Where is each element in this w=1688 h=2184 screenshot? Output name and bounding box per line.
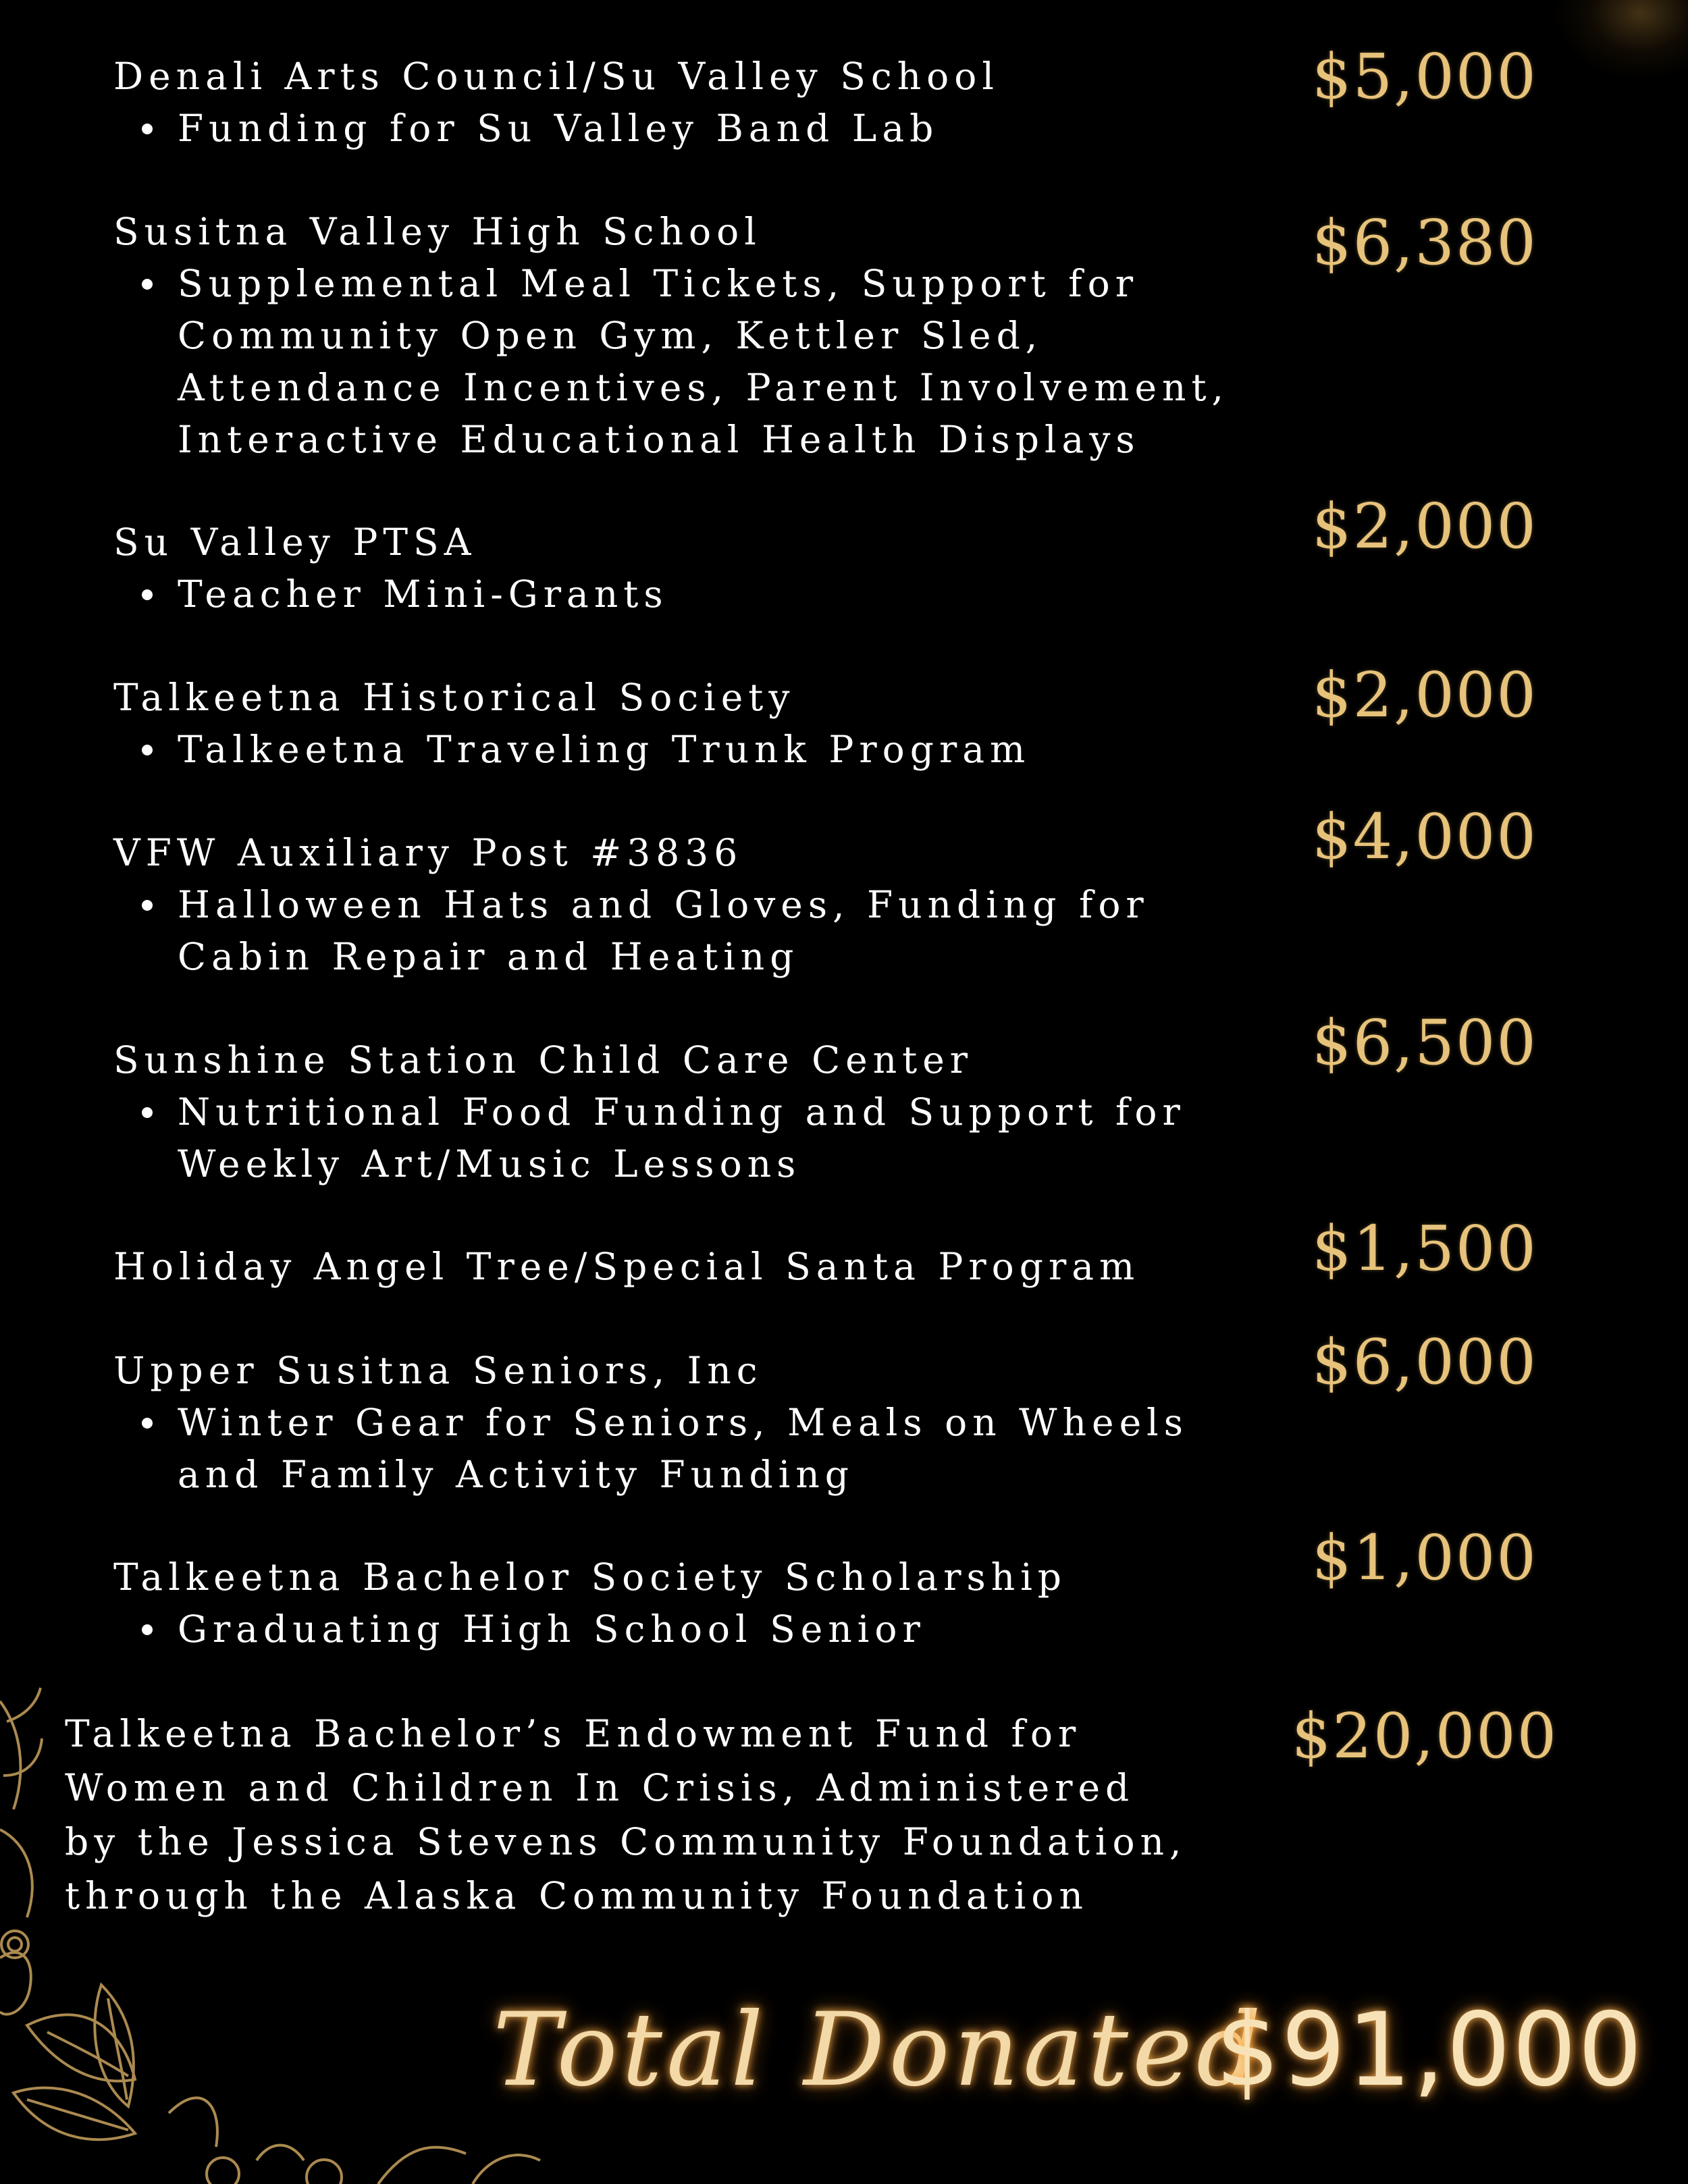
bullet-icon [142, 279, 153, 290]
organization-name: Denali Arts Council/Su Valley School [113, 55, 999, 98]
bullet-icon [142, 1624, 153, 1635]
donation-amount: $6,500 [1312, 1007, 1537, 1079]
detail-list [113, 103, 1261, 155]
donation-amount: $4,000 [1312, 801, 1537, 873]
total-donated-amount: $91,000 [1215, 1992, 1644, 2109]
detail-text: Talkeetna Traveling Trunk Program [178, 728, 1031, 771]
donation-amount: $5,000 [1312, 41, 1537, 113]
organization-name: Su Valley PTSA [113, 521, 477, 564]
detail-item [178, 103, 1261, 155]
detail-item [178, 1397, 1258, 1501]
endowment-amount: $20,000 [1291, 1700, 1558, 1772]
organization-name: Upper Susitna Seniors, Inc [113, 1349, 763, 1392]
detail-item [178, 1086, 1231, 1190]
bullet-icon [142, 900, 153, 911]
detail-list [113, 879, 1261, 983]
detail-list [113, 1397, 1261, 1501]
detail-item [178, 879, 1258, 983]
detail-text: Nutritional Food Funding and Support for Weekly Art/Music Lessons [178, 1090, 1186, 1186]
donation-entry [113, 672, 1261, 776]
detail-text: Supplemental Meal Tickets, Support for Community Open Gym, Kettler Sled, Attendance Incentives, Parent Involvement, Interactive Educational Health Displays [178, 262, 1230, 461]
corner-glow [1553, 0, 1688, 81]
detail-text: Teacher Mini-Grants [178, 572, 668, 616]
donation-amount: $6,380 [1312, 207, 1537, 279]
total-donated-label: Total Donated [493, 1992, 1265, 2109]
detail-list [113, 1086, 1261, 1190]
organization-name: Susitna Valley High School [113, 210, 762, 253]
detail-item [178, 568, 1261, 620]
endowment-description: Talkeetna Bachelor’s Endowment Fund for Women and Children In Crisis, Administered by the Jessica Stevens Community Foundation, through the Alaska Community Foundation [65, 1712, 1187, 1917]
detail-list [113, 1603, 1261, 1655]
detail-list [113, 724, 1261, 776]
detail-list [113, 258, 1261, 466]
donation-entry [113, 51, 1261, 155]
detail-item [178, 1603, 1261, 1655]
donation-entry [113, 516, 1261, 620]
detail-item [178, 258, 1285, 466]
organization-name: Holiday Angel Tree/Special Santa Program [113, 1245, 1140, 1288]
detail-text: Winter Gear for Seniors, Meals on Wheels and Family Activity Funding [178, 1401, 1188, 1496]
bullet-icon [142, 1107, 153, 1118]
organization-name: Sunshine Station Child Care Center [113, 1038, 974, 1082]
detail-item [178, 724, 1261, 776]
bullet-icon [142, 745, 153, 755]
bullet-icon [142, 589, 153, 600]
donation-amount: $6,000 [1312, 1326, 1537, 1398]
bullet-icon [142, 124, 153, 134]
donation-entry [113, 827, 1261, 983]
detail-text: Halloween Hats and Gloves, Funding for Cabin Repair and Heating [178, 883, 1149, 978]
donation-entry [113, 1345, 1261, 1501]
donation-entry [113, 206, 1261, 466]
organization-name: Talkeetna Bachelor Society Scholarship [113, 1555, 1067, 1599]
detail-text: Funding for Su Valley Band Lab [178, 107, 939, 150]
organization-name: VFW Auxiliary Post #3836 [113, 831, 743, 874]
donation-amount: $2,000 [1312, 659, 1537, 731]
donation-amount: $1,500 [1312, 1213, 1537, 1285]
donation-entry [113, 1034, 1261, 1190]
donation-amount: $2,000 [1312, 490, 1537, 562]
donation-entry [113, 1551, 1261, 1655]
detail-list [113, 568, 1261, 620]
detail-text: Graduating High School Senior [178, 1607, 926, 1651]
donation-entry [113, 1241, 1261, 1293]
bullet-icon [142, 1418, 153, 1429]
organization-name: Talkeetna Historical Society [113, 676, 795, 719]
donation-amount: $1,000 [1312, 1522, 1537, 1594]
